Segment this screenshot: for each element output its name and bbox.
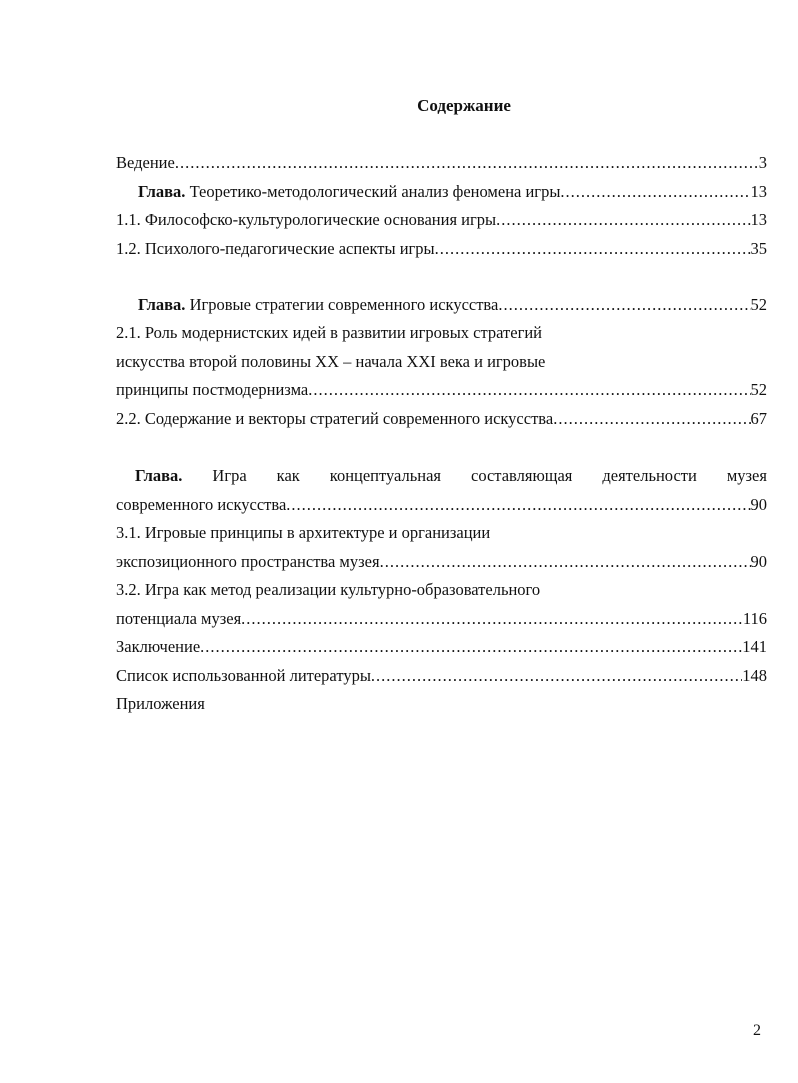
toc-entry-text: Заключение — [116, 637, 201, 656]
toc-page-number: 13 — [750, 210, 767, 229]
chapter-word: составляющая — [471, 466, 573, 485]
toc-entry-3-2-line-1: 3.2. Игра как метод реализации культурно-образовательного — [116, 580, 541, 599]
toc-page-number: 35 — [750, 239, 767, 258]
chapter-label: Глава. — [135, 466, 183, 485]
chapter-word: концептуальная — [329, 466, 442, 485]
toc-entry-text: Ведение — [116, 153, 175, 172]
dot-leader — [435, 238, 751, 260]
toc-entry-3-1 — [116, 551, 767, 573]
toc-entry-text: потенциала музея — [116, 609, 242, 628]
page-title: Содержание — [417, 96, 511, 115]
chapter-title: Игровые стратегии современного искусства — [185, 295, 499, 314]
toc-entry-3-1-line-1: 3.1. Игровые принципы в архитектуре и организации — [116, 523, 491, 542]
toc-entry-2-1 — [116, 379, 767, 401]
toc-entry-text: 1.2. Психолого-педагогические аспекты игры — [116, 239, 435, 258]
toc-entry-appendix: Приложения — [116, 694, 205, 713]
toc-page-number: 148 — [742, 666, 767, 685]
chapter-title: Теоретико-методологический анализ феномена игры — [185, 182, 561, 201]
dot-leader — [560, 181, 750, 203]
toc-entry-chapter-1 — [138, 181, 767, 203]
toc-entry-bibliography — [116, 665, 767, 687]
toc-page-number: 141 — [742, 637, 767, 656]
dot-leader — [498, 294, 750, 316]
toc-entry-3-2 — [116, 608, 767, 630]
toc-page-number: 90 — [750, 552, 767, 571]
toc-entry-text: экспозиционного пространства музея — [116, 552, 380, 571]
toc-page-number: 3 — [758, 153, 767, 172]
toc-entry-text: современного искусства — [116, 495, 287, 514]
toc-entry-text: 1.1. Философско-культурологические основания игры — [116, 210, 497, 229]
toc-entry-text — [138, 181, 560, 203]
chapter-label: Глава. — [138, 295, 186, 314]
dot-leader — [241, 608, 743, 630]
toc-page-number: 52 — [750, 295, 767, 314]
dot-leader — [175, 152, 759, 174]
chapter-word: как — [276, 466, 300, 485]
chapter-word: музея — [726, 466, 767, 485]
toc-page-number: 52 — [750, 380, 767, 399]
toc-entry-1-1 — [116, 209, 767, 231]
toc-entry-text: принципы постмодернизма — [116, 380, 309, 399]
toc-entry-2-1-line-2: искусства второй половины XX – начала XXI века и игровые — [116, 352, 546, 371]
toc-entry-2-1-line-1: 2.1. Роль модернистских идей в развитии игровых стратегий — [116, 323, 543, 342]
chapter-label: Глава. — [138, 182, 186, 201]
dot-leader — [496, 209, 750, 231]
chapter-word: Игра — [212, 466, 247, 485]
toc-entry-intro — [116, 152, 767, 174]
toc-page-number: 90 — [750, 495, 767, 514]
toc-entry-chapter-3-line-1 — [135, 465, 767, 487]
toc-entry-1-2 — [116, 238, 767, 260]
dot-leader — [286, 494, 750, 516]
dot-leader — [200, 636, 742, 658]
toc-entry-text — [138, 294, 498, 316]
toc-entry-chapter-2 — [138, 294, 767, 316]
dot-leader — [380, 551, 751, 573]
toc-entry-text: Список использованной литературы — [116, 666, 371, 685]
dot-leader — [371, 665, 742, 687]
page-number: 2 — [753, 1022, 761, 1039]
toc-page-number: 13 — [750, 182, 767, 201]
toc-entry-text: 2.2. Содержание и векторы стратегий современного искусства — [116, 409, 554, 428]
toc-page-number: 116 — [742, 609, 767, 628]
dot-leader — [553, 408, 750, 430]
dot-leader — [308, 379, 750, 401]
toc-entry-2-2 — [116, 408, 767, 430]
toc-page-number: 67 — [750, 409, 767, 428]
chapter-word: деятельности — [602, 466, 697, 485]
toc-entry-conclusion — [116, 636, 767, 658]
toc-entry-chapter-3 — [116, 494, 767, 516]
